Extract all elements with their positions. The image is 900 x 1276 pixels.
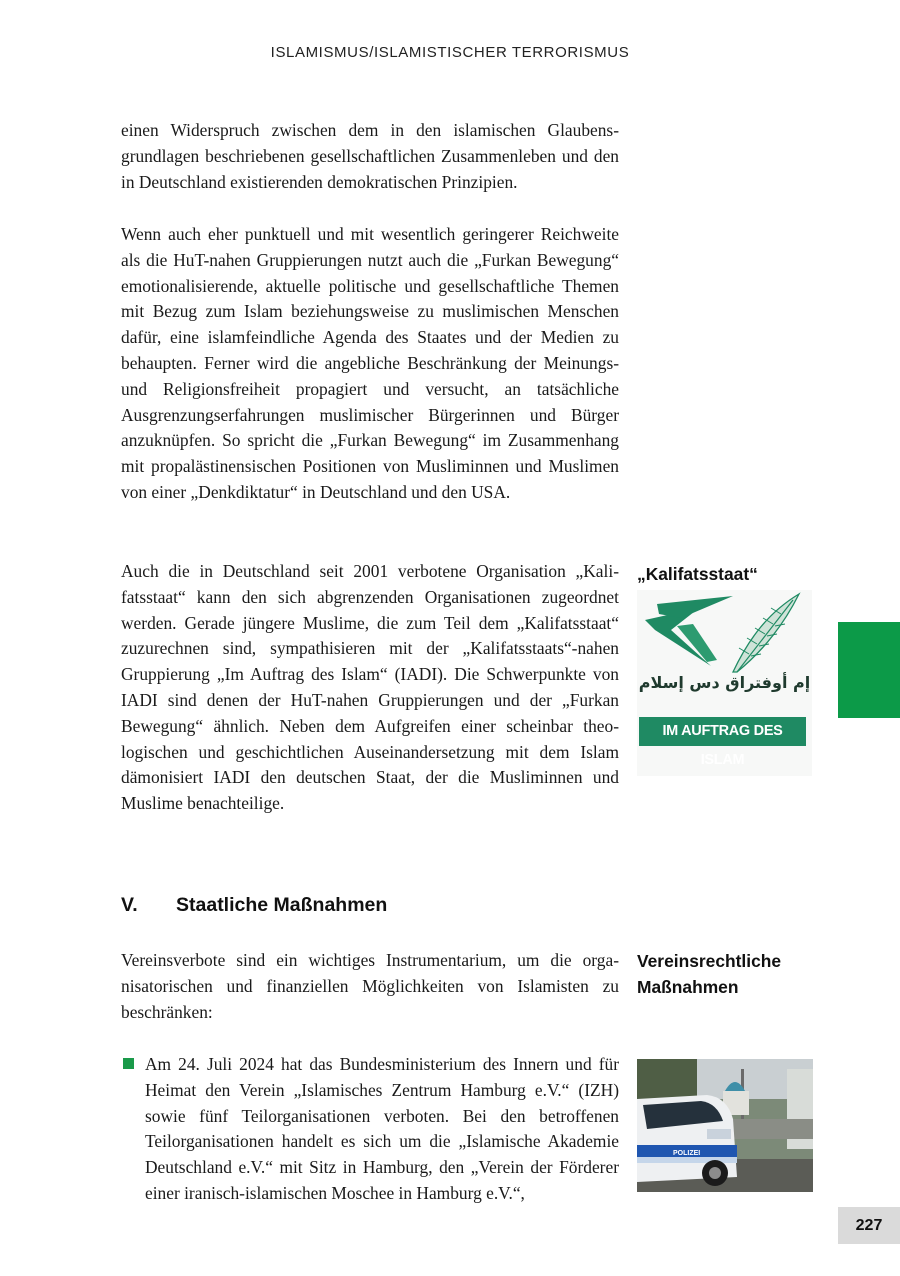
section-title: Staatliche Maßnahmen bbox=[176, 894, 388, 916]
body-paragraph-3: Auch die in Deutschland seit 2001 verbotene Organisation „Kalifatsstaat“ kann den sich abgrenzenden Organisationen zugeordnet werden. Gerade jüngere Muslime, die zum Teil dem „Kalifatsstaat“ zuzurechnen sind, sympathisieren mit der „Kalifatsstaats“-nahen Gruppierung „Im Auftrag des Islam“ (IADI). Die Schwerpunkte von IADI sind denen der HuT-nahen Gruppierungen und der „Furkan Bewegung“ ähnlich. Neben dem Aufgreifen einer scheinbar theologischen und geschichtlichen Auseinandersetzung mit dem Islam dämonisiert IADI den deutschen Staat, der die Musliminnen und Muslime benachteilige. bbox=[121, 561, 619, 814]
police-van-photo bbox=[637, 1059, 813, 1192]
logo-band-text: IM AUFTRAG DES ISLAM bbox=[639, 717, 806, 746]
margin-heading-kalifatsstaat: „Kalifatsstaat“ bbox=[637, 564, 758, 584]
section-number: V. bbox=[121, 894, 138, 916]
list-item-text: Am 24. Juli 2024 hat das Bundesministerium des Innern und für Heimat den Verein „Islamisches Zentrum Hamburg e.V.“ (IZH) sowie fünf Teilorganisationen verboten. Bei den betroffenen Teilorganisationen handelt es sich um die „Islamische Akademie Deutschland e.V.“ mit Sitz in Hamburg, den „Verein der Förderer einer iranisch-islamischen Moschee in Hamburg e.V.“, bbox=[145, 1054, 619, 1203]
section-intro-paragraph: Vereinsverbote sind ein wichtiges Instrumentarium, um die organisatorischen und finanziellen Möglichkeiten von Islamisten zu beschränken: bbox=[121, 950, 619, 1022]
feather-quill-icon bbox=[637, 590, 812, 680]
page-number: 227 bbox=[838, 1207, 900, 1244]
margin-heading-vereinsrecht: Vereinsrechtliche Maßnahmen bbox=[637, 951, 782, 997]
square-bullet-icon bbox=[123, 1058, 134, 1069]
section-heading bbox=[121, 894, 387, 917]
iadi-logo bbox=[637, 590, 812, 776]
logo-arabic-text: إم أوفتراق دس إسلام bbox=[638, 673, 811, 692]
photo-scene bbox=[637, 1059, 813, 1192]
photo-vehicle-label: POLIZEI bbox=[673, 1150, 701, 1157]
body-paragraph-2: Wenn auch eher punktuell und mit wesentlich geringerer Reichweite als die HuT-nahen Gruppierungen nutzt auch die „Furkan Bewegung“ emotionalisierende, aktuelle politische und gesellschaftliche Themen mit Bezug zum Islam beziehungsweise zu muslimischen Menschen dafür, eine islamfeindliche Agenda des Staates und der Medien zu behaupten. Ferner wird die angebliche Beschränkung der Meinungs- und Religionsfreiheit propagiert und versucht, an tatsächliche Ausgrenzungserfahrungen muslimischer Bürgerinnen und Bürger anzuknüpfen. So spricht die „Furkan Bewegung“ im Zusammenhang mit propalästinensischen Positionen von Musliminnen und Muslimen von einer „Denkdiktatur“ in Deutschland und den USA. bbox=[121, 224, 619, 502]
running-header: ISLAMISMUS/ISLAMISTISCHER TERRORISMUS bbox=[270, 44, 630, 61]
chapter-tab-marker bbox=[838, 622, 900, 718]
body-paragraph-1: einen Widerspruch zwischen dem in den islamischen Glaubensgrundlagen beschriebenen gesellschaftlichen Zusammenleben und den in Deutschland existierenden demokratischen Prinzipien. bbox=[121, 120, 619, 192]
list-item bbox=[121, 1052, 619, 1207]
